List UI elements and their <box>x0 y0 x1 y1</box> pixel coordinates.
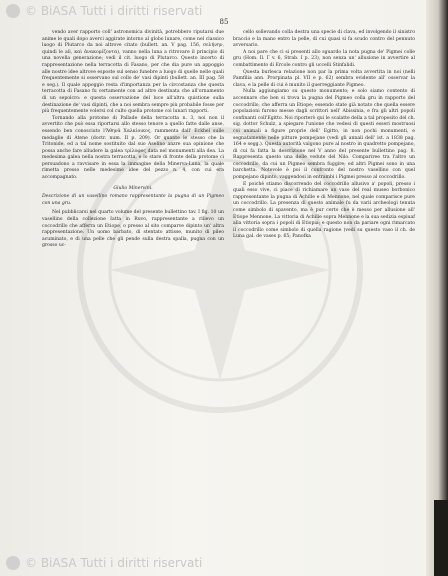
signature: Giulio Minervini. <box>113 185 153 191</box>
banner-text: © BiASA Tutti i diritti riservati <box>25 4 203 18</box>
banner-text: © BiASA Tutti i diritti riservati <box>25 556 203 570</box>
page-number: 85 <box>219 18 229 26</box>
paragraph: cello sollevando colla destra una specie di clava, ed involgendo il sinistro braccio e la mano entro la pelle, di cui quasi si fa scudo contro del pennuto avversario. <box>233 30 415 49</box>
biasa-logo-icon <box>6 556 20 570</box>
paragraph: Nulla aggiungiamo su questo monumento; e solo siamo contento di accennare che ben si trova la pugna del Pigmeo colla gru in rapporto del coccodrillo, che afferra un Etiope; essendo state già notato che quella essere popolazioni furono messe dagli scrittori nell' Abissinia, e fra gli altri popoli confinanti coll'Egitto. Noi riporterò qui le scalatte della a tal proposito del ch. sig. dottor Schulz, a spiegare l'unione che vedesi di questi esseri mostruosi coi animali a figure proprie dell' Egitto, in non pochi monumenti, e segnatamente nelle pitture pompejane (vedi gli annali dell' ist. a 1838 pag. 164 e segg.). Questa autorità valgono pure al nostro in quadretto pompejano, di cui fa fatta la descrizione nel V anno del presente bullettino pag. 8. Rappresenta questo una delle vedute del Nilo. Compariree tra l'altro un coccodrillo, da cui un Pigmeo sembra fuggire; ed altri Pigmei sono in una barchetta. Notevole è poi il confronto del nostro vasellino con quel pompejano dipinto, vaggendosi in entrambi i Pigmei presso al coccodrillo. <box>233 89 415 181</box>
page-edge <box>426 0 448 576</box>
paragraph: vendo aver rapporto coll' astronomica divinità, potrebbero riputarsi due anime le quali dopo averci aggirate intorno al globo lunare, come nel classico luogo di Plutarco da noi altrove citato (bullett. an. V pag. 156, σελήνην, quindi le ali, καὶ ἀνακομίζοντα), vanno nella luna a ritrovare il principio di una novella generazione; vedi il cit. luogo di Plutarco. Questo incerto di rappresentazione nella terracotta di Fasano, per che dia pure un appoggio alle nostre idee altrove esposte sul senso funebre a luogo di quelle nelle quali frequentemente si osservano sul collo de' vasi dipinti (bullett. an. III pag. 58 e seg.). Il quale appoggio resta d'importanza per la circostanza che questa terracotta di Fasano fu certamente con ad altre destinata che all'ornamento di un sepolcro: e questa osservazione del luce all'altra quistione sulla destinazione de' vasi dipinti, che a noi sembra sempre più probabile fosse per più frequentemente volersi col culto quella protome coi lunari rapporti. <box>42 30 224 115</box>
biasa-logo-icon <box>6 4 20 18</box>
article-subtitle: Descrizione di un vasellino romano rappresentante la pugna di un Pigmeo con una gru. <box>42 194 224 206</box>
paragraph: Nel pubblicarsi nel quarto volume del presente bullettino tav. I fig. 10 un vasellino della collezione Iatta in Ruvo, rappresentante a rilievo un coccodrillo che afferra un Etiope, o presso al sito comparve dipinto un' altra rappresentazione. Un uomo barbato, di stentato attisse, munito di pileo acuminato, e di una pelle che gli pende sulla destra spalla, pugna con un grosso uc- <box>42 210 224 249</box>
left-column <box>42 30 224 250</box>
page-edge-shadow <box>434 500 448 576</box>
paragraph: Tornando alla protome di Pallade della terracotta n. 3, noi non il avvertito che può essa riportarsi allo stesso tenore a quello fatte dalle anse, essendo ben conosciuto l'Ἀθηνᾶ Χαλκίοικος, rammenta dall' Eckhel sulle medaglie di Atene (doctr. num. II p. 209). Or quante le stesso che la Tritonide, ed a tal nome sostituito dal suo Aselino anzre sua opinione che possa anche fare alludere la galea τρίλοφος data nel monumenti alla dea. La medesima galea nella nostra terracotta, e lo stare di fronte della protome ci persuadono a ravvisare in essa la immagine della Minerva-Luna, la quale rimetta presso nelle medesime idee del pezzo n. 4, con cui era accompagnato. <box>42 115 224 181</box>
paragraph: E poichè stiamo discorrendo del coccodrillo allusivo a' popoli, presso i quali esso vive, ci piace di richiamare un vaso del real museo borbonico rappresentante la pugna di Achille e di Mennone, nel quale comparisce pure un coccodrillo. La presenza di questo animale fu da varii archeologi tenuta come simbolo di spavento, ma è pur certo che è messo per allusione all' Etiope Mennone. La vittoria di Achille sopra Mennone e la sua sedizia espiuaf alla vittoria sopra i popoli di Etiopia; e questo non da pariare ogni rimarcato il coccodrillo come simbolo di quella ragione (vedi su questo vaso il ch. de Luna gal. de vases p. 65; Panofka <box>233 181 415 240</box>
copyright-banner-bottom <box>0 552 330 574</box>
paragraph: A noi pare che ci si presenti allo sguardo la nota pugna de' Pigmei colle gru (Hom. Il. Γ v. 6, Strab. I p. 23), non senza un' allusione in avvertire al combattimento di Ercole contro gli uccelli Stinfalidi. <box>233 49 415 68</box>
paragraph: Questa burlesca relazione non par la prima volta avvertita in noi (nelli Pamfilia ann. Prorpinata pl. VII e p. 62) sembra evidente all' osservar la clava, e la pelle di cui è munito il guerreggiante Pigmeo. <box>233 69 415 88</box>
right-column <box>233 30 415 241</box>
